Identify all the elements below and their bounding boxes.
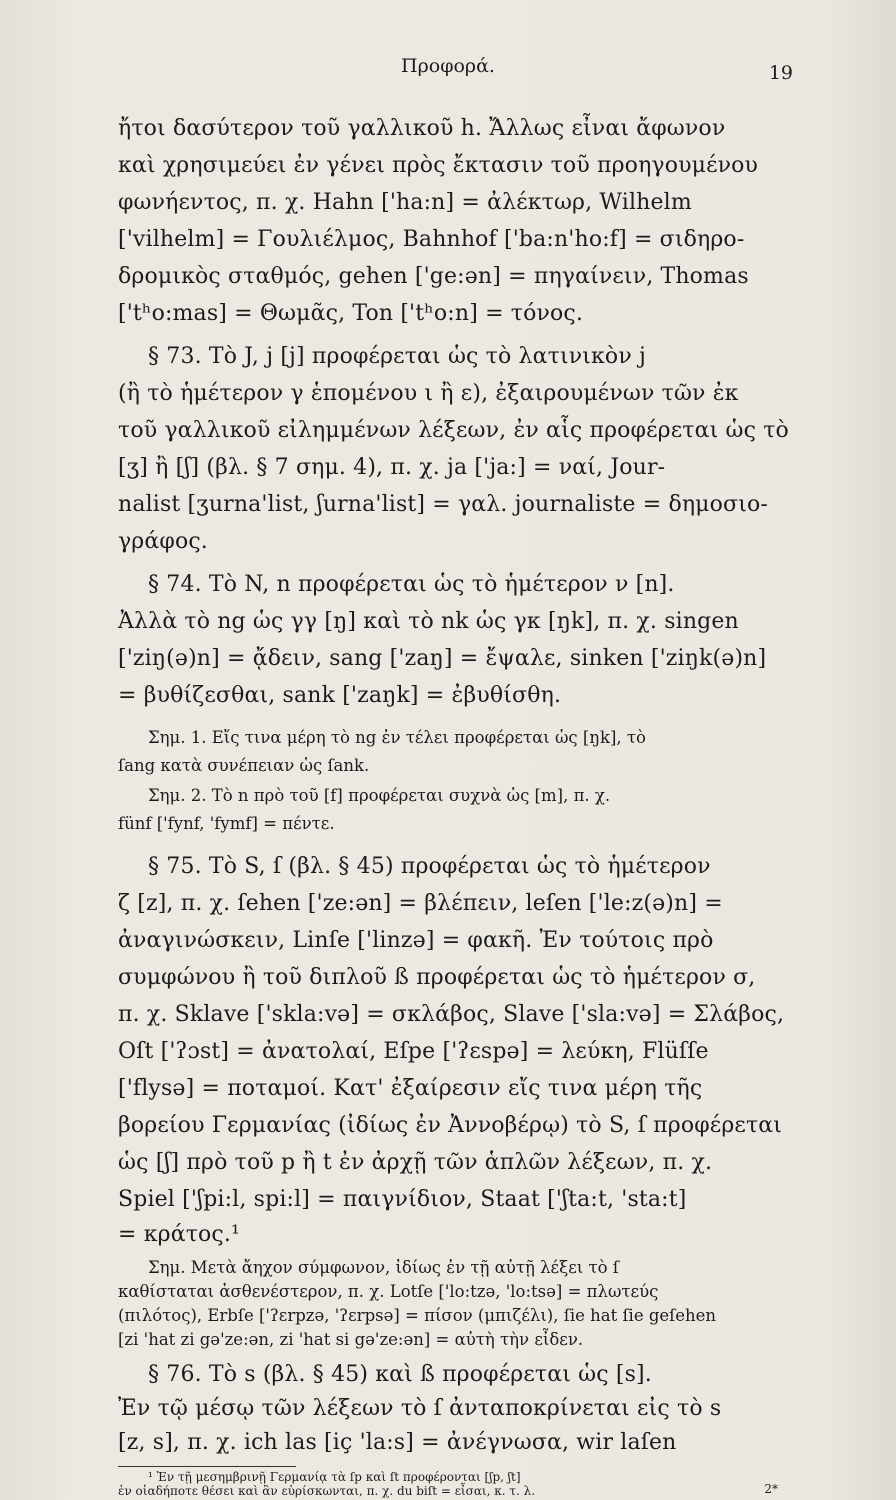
text-line: = βυθίζεσθαι, sank ['zaŋk] = ἐβυθίσθη. bbox=[118, 683, 562, 708]
text-line: ἤτοι δασύτερον τοῦ γαλλικοῦ h. Ἄλλως εἶναι ἄφωνον bbox=[118, 116, 726, 141]
section-74-heading-line: § 74. Τὸ N, n προφέρεται ὡς τὸ ἡμέτερον ν [n]. bbox=[148, 572, 675, 597]
text-line: = κράτος.¹ bbox=[118, 1222, 241, 1247]
text-line: ['tʰo:mas] = Θωμᾶς, Ton ['tʰo:n] = τόνος. bbox=[118, 301, 584, 326]
text-line: Ἐν τῷ μέσῳ τῶν λέξεων τὸ ſ ἀνταποκρίνεται εἰς τὸ s bbox=[118, 1396, 722, 1421]
running-title: Προφορά. bbox=[401, 55, 495, 77]
text-line: τοῦ γαλλικοῦ εἰλημμένων λέξεων, ἐν αἷς προφέρεται ὡς τὸ bbox=[118, 418, 789, 443]
text-line: ['vilhelm] = Γουλιέλμος, Bahnhof ['ba:n'ho:f] = σιδηρο- bbox=[118, 227, 745, 252]
text-line: (ἢ τὸ ἡμέτερον γ ἑπομένου ι ἢ ε), ἐξαιρουμένων τῶν ἐκ bbox=[118, 381, 739, 406]
section-76-heading-line: § 76. Τὸ s (βλ. § 45) καὶ ß προφέρεται ὡς [s]. bbox=[148, 1362, 652, 1387]
section-73-heading-line: § 73. Τὸ J, j [j] προφέρεται ὡς τὸ λατινικὸν j bbox=[148, 344, 646, 369]
note-line: ſang κατὰ συνέπειαν ὡς ſank. bbox=[118, 756, 370, 775]
footnote-line: ¹ Ἐν τῇ μεσημβρινῇ Γερμανίᾳ τὰ ſp καὶ ſt προφέρονται [ʃp, ʃt] bbox=[148, 1470, 521, 1484]
text-line: συμφώνου ἢ τοῦ διπλοῦ ß προφέρεται ὡς τὸ ἡμέτερον σ, bbox=[118, 965, 756, 990]
section-75-heading-line: § 75. Τὸ S, ſ (βλ. § 45) προφέρεται ὡς τὸ ἡμέτερον bbox=[148, 854, 711, 879]
text-line: δρομικὸς σταθμός, gehen ['ge:ən] = πηγαίνειν, Thomas bbox=[118, 264, 749, 289]
text-line: ['ziŋ(ə)n] = ᾄδειν, sang ['zaŋ] = ἔψαλε, sinken ['ziŋk(ə)n] bbox=[118, 646, 767, 671]
signature-mark: 2* bbox=[764, 1482, 778, 1496]
text-line: βορείου Γερμανίας (ἰδίως ἐν Ἀννοβέρῳ) τὸ S, ſ προφέρεται bbox=[118, 1113, 783, 1138]
page-number: 19 bbox=[768, 62, 793, 84]
note-line: (πιλότος), Erbſe ['ʔɛrpzə, 'ʔɛrpsə] = πίσον (μπιζέλι), ſie hat ſie geſehen bbox=[118, 1306, 717, 1325]
text-line: Oſt ['ʔɔst] = ἀνατολαί, Eſpe ['ʔɛspə] = λεύκη, Flüſſe bbox=[118, 1039, 709, 1064]
text-line: ἀναγινώσκειν, Linſe ['linzə] = φακῆ. Ἐν τούτοις πρὸ bbox=[118, 928, 714, 953]
note-line: Σημ. 1. Εἴς τινα μέρη τὸ ng ἐν τέλει προφέρεται ὡς [ŋk], τὸ bbox=[148, 728, 646, 747]
text-line: π. χ. Sklave ['skla:və] = σκλάβος, Slave ['sla:və] = Σλάβος, bbox=[118, 1002, 785, 1027]
text-line: Ἀλλὰ τὸ ng ὡς γγ [ŋ] καὶ τὸ nk ὡς γκ [ŋk], π. χ. singen bbox=[118, 609, 739, 634]
note-line: fünf ['fynf, 'fymf] = πέντε. bbox=[118, 814, 335, 833]
text-line: [z, s], π. χ. ich las [iç 'la:s] = ἀνέγνωσα, wir laſen bbox=[118, 1430, 677, 1455]
text-line: ['flysə] = ποταμοί. Κατ' ἐξαίρεσιν εἴς τινα μέρη τῆς bbox=[118, 1076, 703, 1101]
text-line: φωνήεντος, π. χ. Hahn ['ha:n] = ἀλέκτωρ, Wilhelm bbox=[118, 190, 692, 215]
text-line: [ʒ] ἢ [ʃ] (βλ. § 7 σημ. 4), π. χ. ja ['ja:] = ναί, Jour- bbox=[118, 455, 666, 480]
text-line: Spiel ['ʃpi:l, spi:l] = παιγνίδιον, Staat ['ʃta:t, 'sta:t] bbox=[118, 1187, 687, 1212]
text-line: γράφος. bbox=[118, 529, 208, 554]
text-line: ὡς [ʃ] πρὸ τοῦ p ἢ t ἐν ἀρχῇ τῶν ἁπλῶν λέξεων, π. χ. bbox=[118, 1150, 713, 1175]
footnote-line: ἐν οἱαδήποτε θέσει καὶ ἂν εὑρίσκωνται, π. χ. du biſt = εἶσαι, κ. τ. λ. bbox=[118, 1484, 536, 1498]
note-line: καθίσταται ἀσθενέστερον, π. χ. Lotſe ['lo:tzə, 'lo:tsə] = πλωτεύς bbox=[118, 1282, 659, 1301]
text-line: ζ [z], π. χ. ſehen ['ze:ən] = βλέπειν, leſen ['le:z(ə)n] = bbox=[118, 891, 723, 916]
note-line: Σημ. Μετὰ ἄηχον σύμφωνον, ἰδίως ἐν τῇ αὐτῇ λέξει τὸ ſ bbox=[148, 1258, 619, 1277]
note-line: Σημ. 2. Τὸ n πρὸ τοῦ [f] προφέρεται συχνὰ ὡς [m], π. χ. bbox=[148, 786, 611, 805]
text-line: καὶ χρησιμεύει ἐν γένει πρὸς ἔκτασιν τοῦ προηγουμένου bbox=[118, 153, 759, 178]
text-line: nalist [ʒurna'list, ʃurna'list] = γαλ. journaliste = δημοσιο- bbox=[118, 492, 768, 517]
footnote-rule bbox=[118, 1466, 296, 1467]
note-line: [zi 'hat zi gə'ze:ən, zi 'hat si gə'ze:ən] = αὐτὴ τὴν εἶδεν. bbox=[118, 1330, 584, 1349]
